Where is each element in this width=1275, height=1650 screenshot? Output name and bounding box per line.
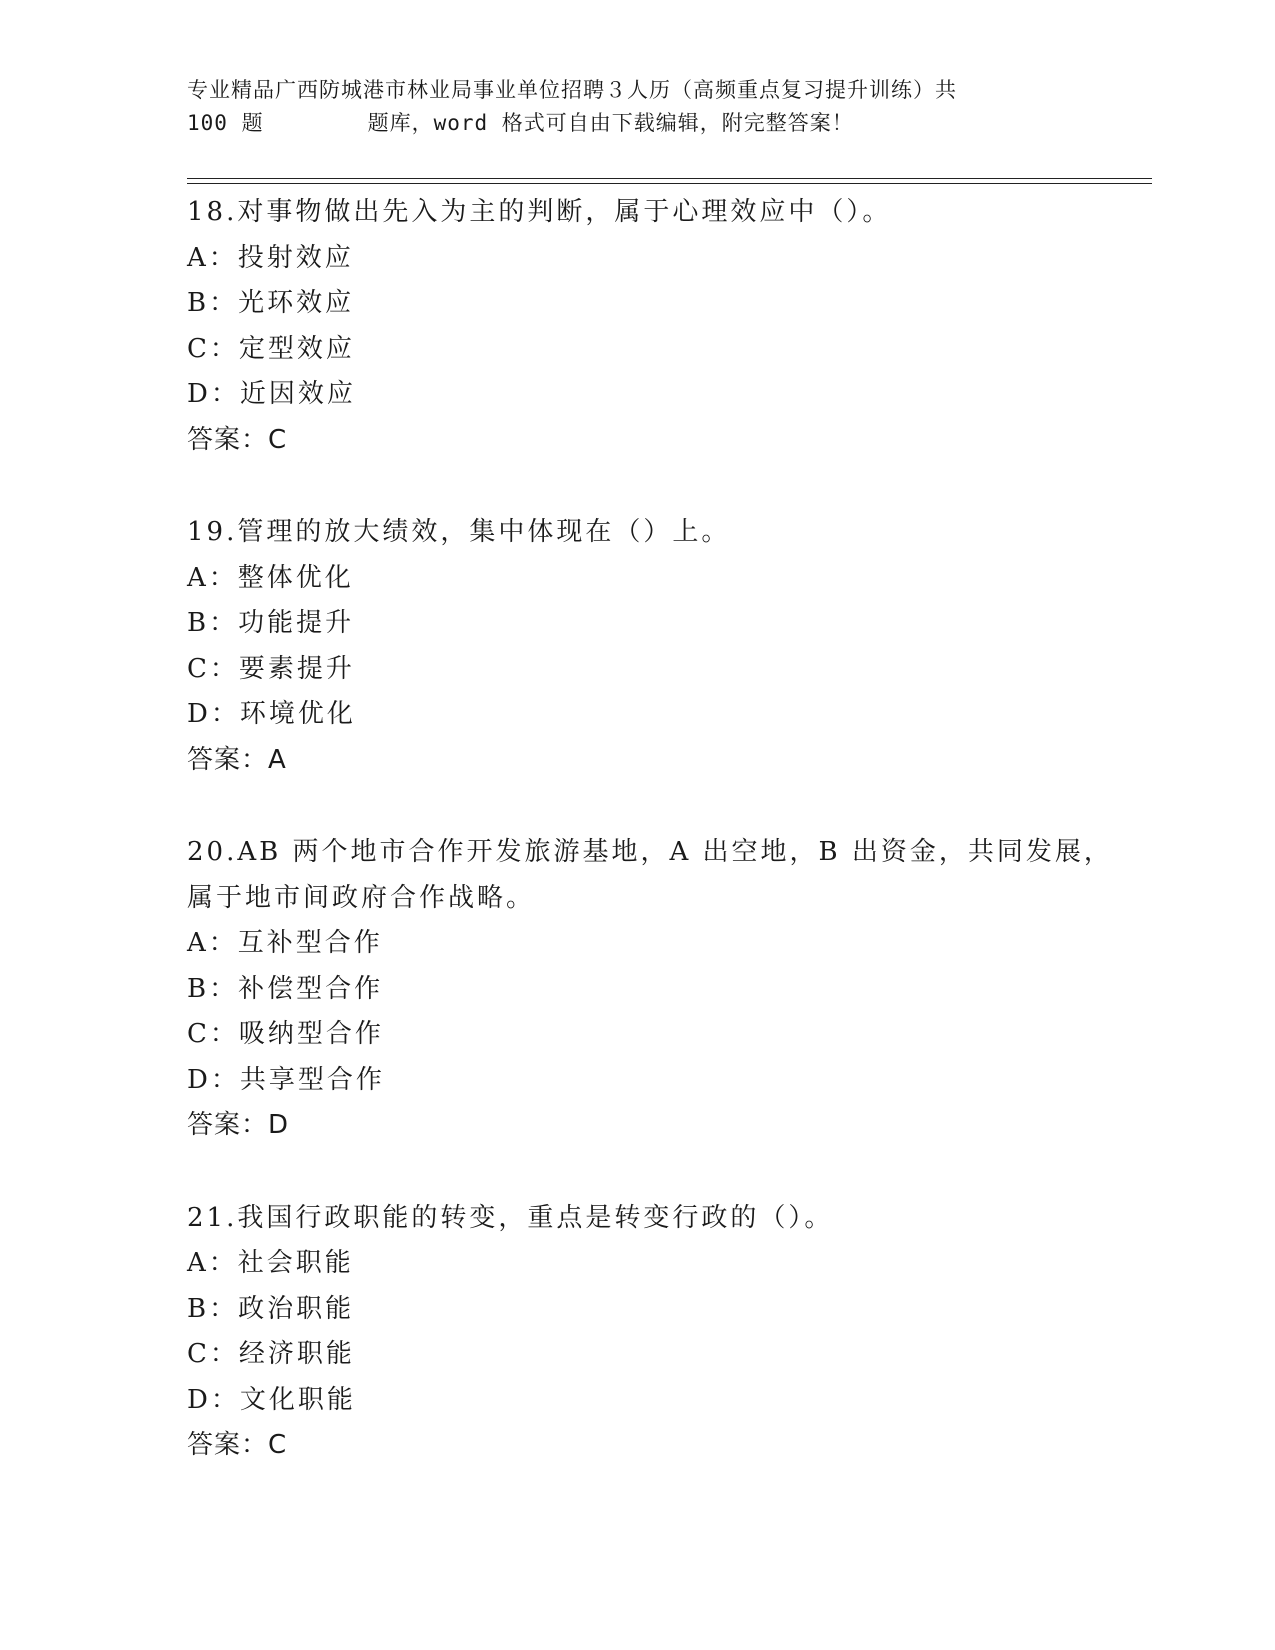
answer: 答案：C (187, 1430, 288, 1460)
question-19 (187, 510, 1087, 783)
option-c: C：要素提升 (187, 653, 355, 684)
question-20 (187, 830, 1113, 1149)
question-stem-line-2: 属于地市间政府合作战略。 (187, 882, 536, 913)
header-description: 题库，word 格式可自由下载编辑，附完整答案！ (367, 111, 854, 135)
option-c: C：吸纳型合作 (187, 1019, 384, 1049)
option-d: D：共享型合作 (187, 1064, 385, 1095)
question-stem: 19.管理的放大绩效，集中体现在（）上。 (187, 517, 731, 547)
option-a: A：整体优化 (187, 562, 354, 593)
option-a: A：互补型合作 (187, 928, 383, 958)
answer: 答案：A (187, 744, 287, 775)
option-b: B：光环效应 (187, 288, 355, 318)
option-d: D：近因效应 (187, 379, 356, 409)
header-divider-bottom (187, 183, 1152, 184)
option-c: C：经济职能 (187, 1339, 355, 1369)
answer: 答案：D (187, 1110, 290, 1140)
question-stem: 21.我国行政职能的转变，重点是转变行政的（）。 (187, 1202, 834, 1233)
option-d: D：环境优化 (187, 699, 356, 729)
header-question-count: 100 题 (187, 111, 264, 135)
option-b: B：政治职能 (187, 1293, 355, 1324)
document-header (187, 74, 1087, 140)
header-line-2 (187, 107, 1087, 140)
option-b: B：功能提升 (187, 608, 355, 638)
answer: 答案：C (187, 424, 288, 455)
option-c: C：定型效应 (187, 333, 355, 364)
option-a: A：投射效应 (187, 242, 354, 273)
question-stem: 18.对事物做出先入为主的判断，属于心理效应中（）。 (187, 197, 892, 227)
option-a: A：社会职能 (187, 1248, 354, 1278)
question-21 (187, 1196, 1087, 1469)
header-line-1: 专业精品广西防城港市林业局事业单位招聘３人历（高频重点复习提升训练）共 (187, 78, 957, 102)
question-list (187, 190, 1113, 1516)
question-18 (187, 190, 1087, 463)
option-b: B：补偿型合作 (187, 973, 384, 1004)
option-d: D：文化职能 (187, 1384, 356, 1415)
question-stem-line-1: 20.AB 两个地市合作开发旅游基地，A 出空地，B 出资金，共同发展， (187, 837, 1113, 867)
header-divider-top (187, 178, 1152, 179)
